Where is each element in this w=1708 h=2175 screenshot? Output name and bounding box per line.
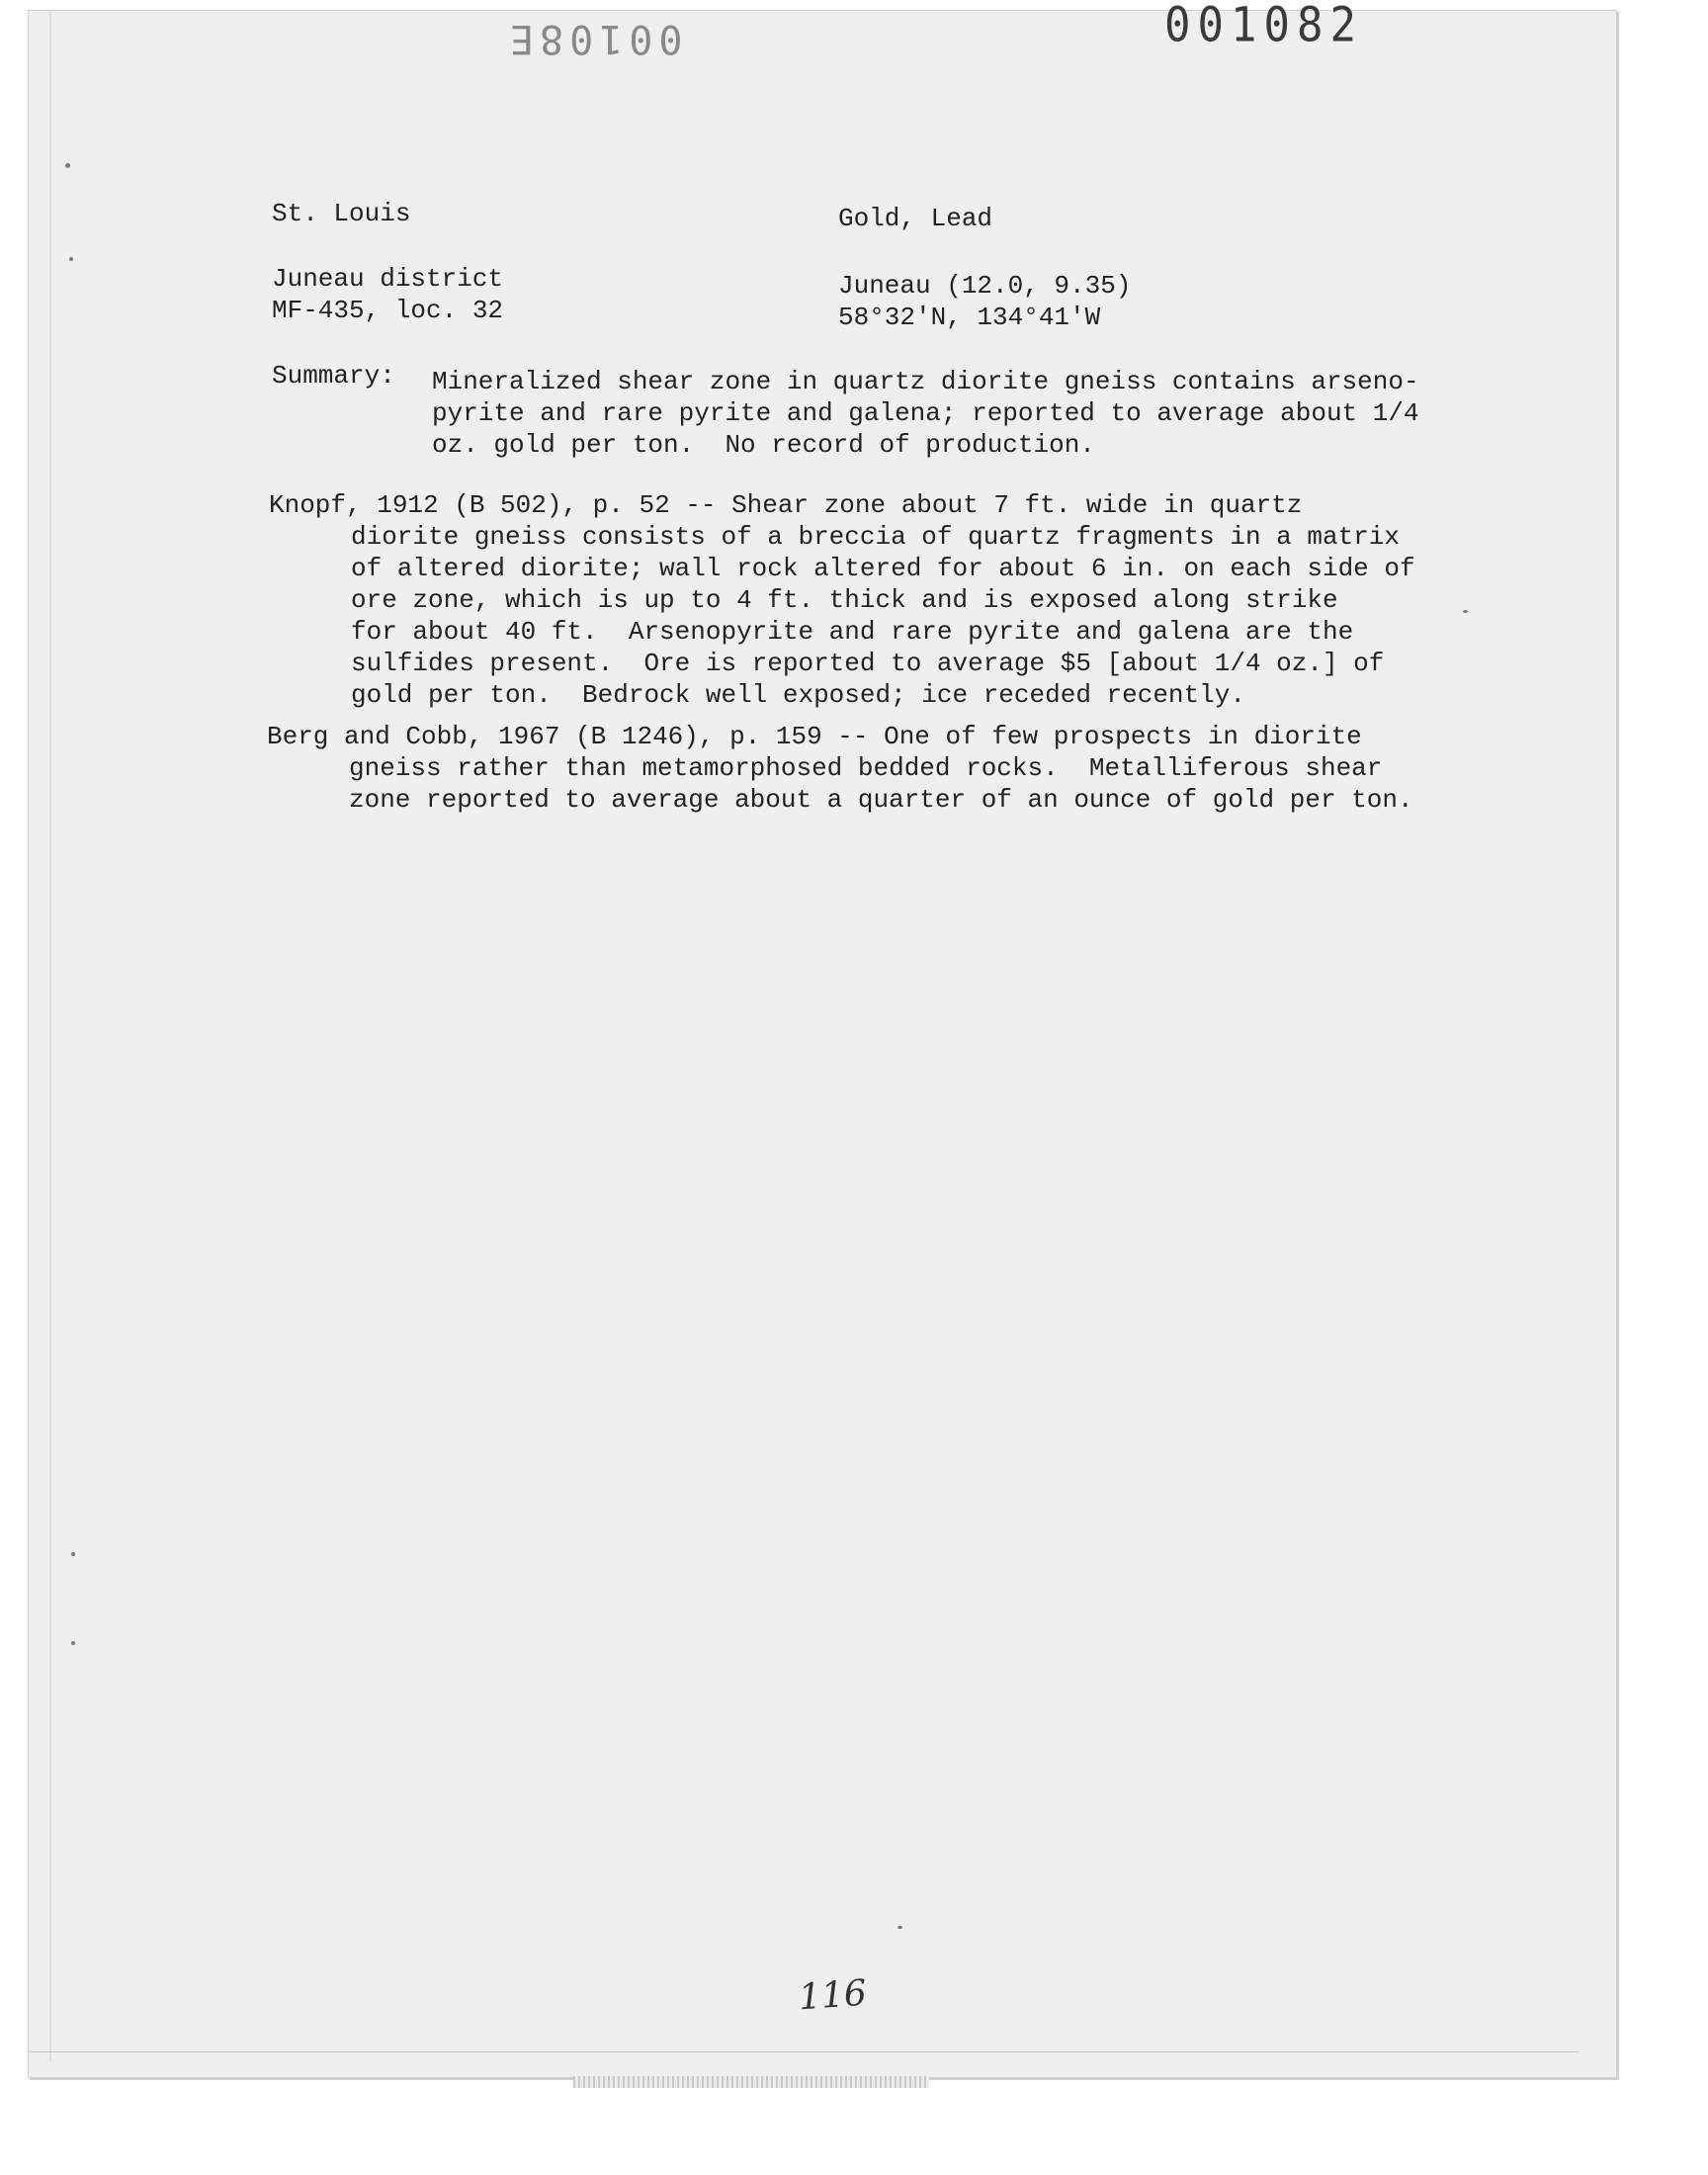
reference-knopf-line: for about 40 ft. Arsenopyrite and rare pyrite and galena are the: [351, 617, 1354, 647]
scan-speck: [71, 1641, 75, 1645]
inverted-stamp-number: 00108E: [504, 16, 683, 61]
reference-berg-cobb-line: gneiss rather than metamorphosed bedded rocks. Metalliferous shear: [349, 753, 1383, 783]
scan-speck: [1463, 610, 1468, 613]
coordinates: 58°32'N, 134°41'W: [838, 303, 1101, 332]
property-name: St. Louis: [272, 199, 411, 228]
summary-line: oz. gold per ton. No record of production.: [432, 430, 1095, 460]
reference-berg-cobb-line: zone reported to average about a quarter of an ounce of gold per ton.: [349, 785, 1413, 815]
reference-knopf-line: diorite gneiss consists of a breccia of quartz fragments in a matrix: [351, 522, 1400, 552]
summary-line: Mineralized shear zone in quartz diorite gneiss contains arseno-: [432, 367, 1419, 396]
summary-line: pyrite and rare pyrite and galena; reported to average about 1/4: [432, 398, 1419, 428]
page-bottom-rule: [28, 2051, 1580, 2052]
district: Juneau district: [272, 264, 504, 294]
commodities: Gold, Lead: [838, 204, 993, 233]
scan-speck: [71, 1552, 75, 1556]
handwritten-page-number: 116: [797, 1972, 869, 2019]
reference-knopf-line: of altered diorite; wall rock altered for about 6 in. on each side of: [351, 554, 1415, 583]
quadrangle: Juneau (12.0, 9.35): [838, 271, 1132, 301]
map-reference: MF-435, loc. 32: [272, 296, 504, 325]
scan-speck: [69, 257, 73, 261]
reference-knopf-line: ore zone, which is up to 4 ft. thick and is exposed along strike: [351, 585, 1338, 615]
document-stamp-number: 001082: [1164, 0, 1363, 53]
reference-knopf-line: sulfides present. Ore is reported to average $5 [about 1/4 oz.] of: [351, 649, 1385, 678]
scan-speck: [65, 163, 70, 168]
reference-berg-cobb-first-line: Berg and Cobb, 1967 (B 1246), p. 159 -- One of few prospects in diorite: [267, 722, 1362, 751]
scanned-page: [28, 10, 1617, 2078]
summary-label: Summary:: [272, 361, 395, 391]
page-edge-rule: [49, 10, 51, 2061]
scan-speck: [897, 1926, 902, 1929]
reference-knopf-line: gold per ton. Bedrock well exposed; ice receded recently.: [351, 680, 1245, 710]
scan-edge-strip: [573, 2076, 929, 2088]
reference-knopf-first-line: Knopf, 1912 (B 502), p. 52 -- Shear zone about 7 ft. wide in quartz: [269, 490, 1303, 520]
